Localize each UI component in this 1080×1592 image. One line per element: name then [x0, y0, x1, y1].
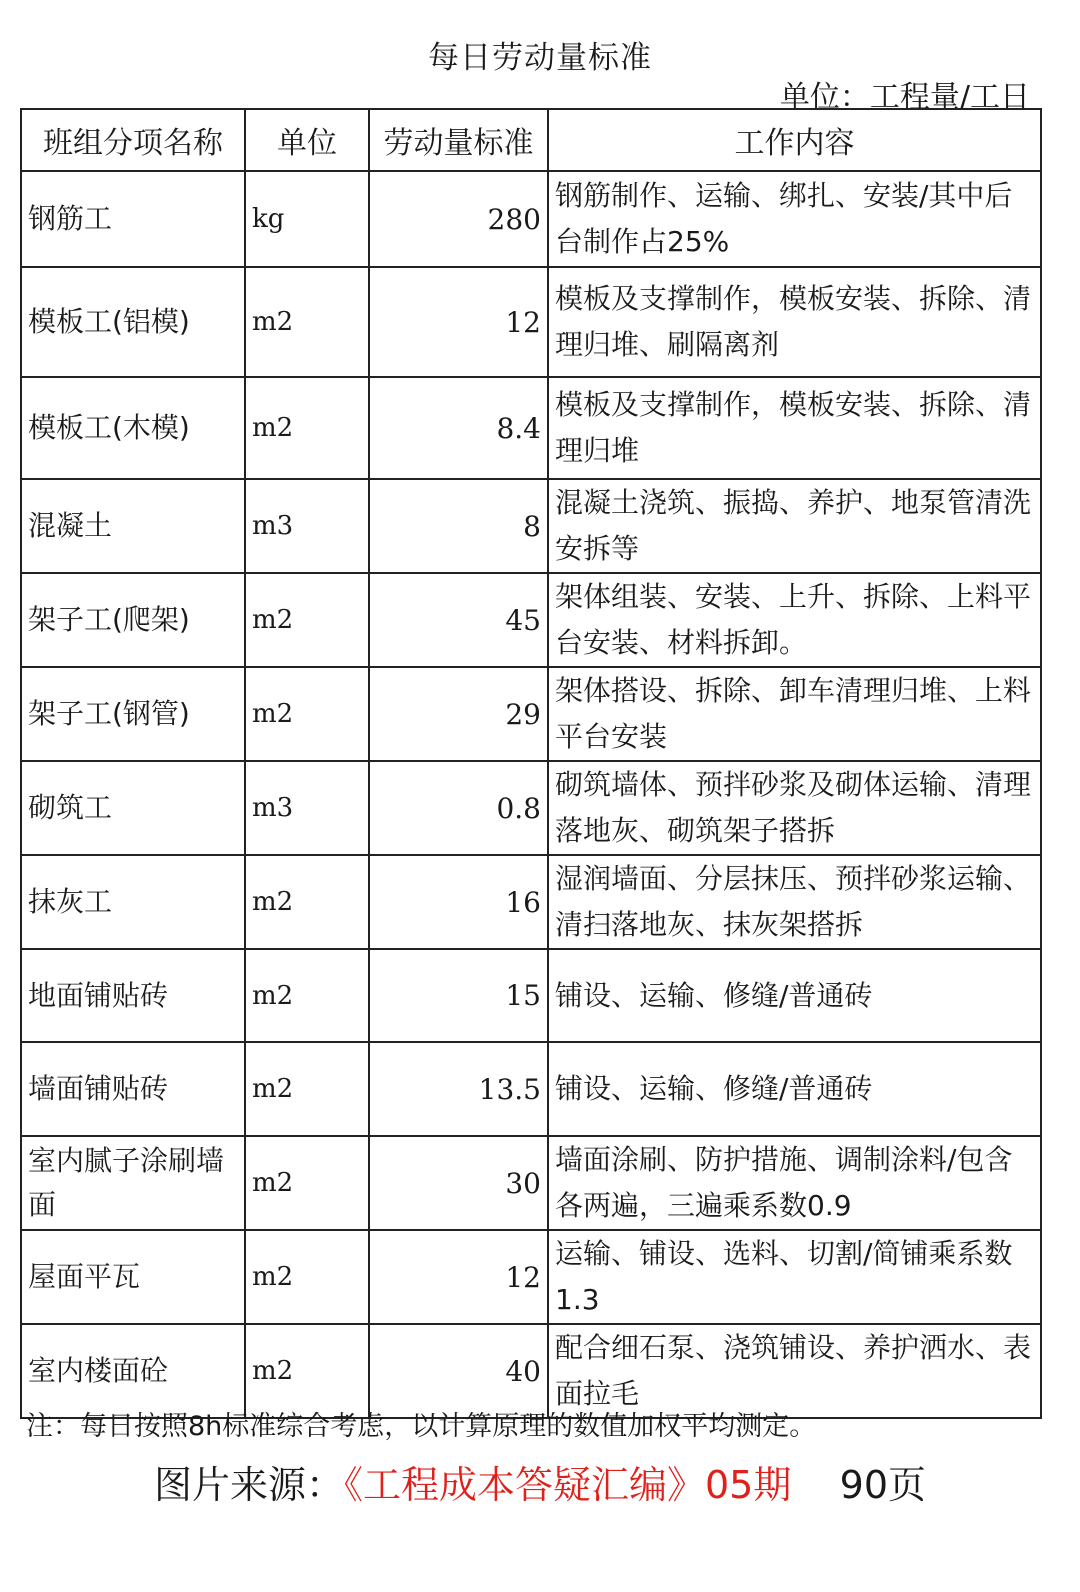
row-unit: m3 — [245, 479, 369, 573]
row-standard: 45 — [369, 573, 548, 667]
row-unit: m2 — [245, 1042, 369, 1136]
row-unit: kg — [245, 171, 369, 267]
table-row — [21, 377, 1041, 479]
row-name: 室内腻子涂刷墙面 — [21, 1136, 245, 1230]
row-standard: 280 — [369, 171, 548, 267]
row-name: 砌筑工 — [21, 761, 245, 855]
row-work: 架体搭设、拆除、卸车清理归堆、上料平台安装 — [548, 667, 1041, 761]
table-row — [21, 667, 1041, 761]
table-row — [21, 171, 1041, 267]
table-row — [21, 573, 1041, 667]
row-standard: 16 — [369, 855, 548, 949]
row-standard: 29 — [369, 667, 548, 761]
row-standard: 8.4 — [369, 377, 548, 479]
header-name: 班组分项名称 — [21, 109, 245, 171]
row-standard: 40 — [369, 1324, 548, 1418]
row-unit: m2 — [245, 267, 369, 377]
row-standard: 15 — [369, 949, 548, 1042]
row-name: 屋面平瓦 — [21, 1230, 245, 1324]
row-unit: m2 — [245, 1136, 369, 1230]
page-title: 每日劳动量标准 — [428, 40, 652, 76]
row-name: 抹灰工 — [21, 855, 245, 949]
row-name: 架子工(钢管) — [21, 667, 245, 761]
row-work: 湿润墙面、分层抹压、预拌砂浆运输、清扫落地灰、抹灰架搭拆 — [548, 855, 1041, 949]
row-work: 架体组装、安装、上升、拆除、上料平台安装、材料拆卸。 — [548, 573, 1041, 667]
row-unit: m2 — [245, 949, 369, 1042]
row-unit: m2 — [245, 1324, 369, 1418]
row-work: 配合细石泵、浇筑铺设、养护洒水、表面拉毛 — [548, 1324, 1041, 1418]
row-name: 混凝土 — [21, 479, 245, 573]
image-source — [0, 1454, 1080, 1509]
row-work: 钢筋制作、运输、绑扎、安装/其中后台制作占25% — [548, 171, 1041, 267]
table-row — [21, 1230, 1041, 1324]
table-row — [21, 1136, 1041, 1230]
table-row — [21, 267, 1041, 377]
row-name: 墙面铺贴砖 — [21, 1042, 245, 1136]
source-label: 图片来源： — [153, 1463, 344, 1507]
table-row — [21, 479, 1041, 573]
row-work: 铺设、运输、修缝/普通砖 — [548, 949, 1041, 1042]
footnote: 注：每日按照8h标准综合考虑，以计算原理的数值加权平均测定。 — [26, 1411, 817, 1442]
row-standard: 12 — [369, 1230, 548, 1324]
table-row — [21, 1042, 1041, 1136]
header-work: 工作内容 — [548, 109, 1041, 171]
row-unit: m2 — [245, 855, 369, 949]
row-name: 地面铺贴砖 — [21, 949, 245, 1042]
row-standard: 12 — [369, 267, 548, 377]
row-name: 架子工(爬架) — [21, 573, 245, 667]
row-name: 室内楼面砼 — [21, 1324, 245, 1418]
source-page: 90页 — [839, 1463, 927, 1507]
table-header-row — [21, 109, 1041, 171]
row-standard: 0.8 — [369, 761, 548, 855]
row-name: 模板工(铝模) — [21, 267, 245, 377]
table-row — [21, 949, 1041, 1042]
row-work: 模板及支撑制作，模板安装、拆除、清理归堆、刷隔离剂 — [548, 267, 1041, 377]
row-work: 混凝土浇筑、振捣、养护、地泵管清洗安拆等 — [548, 479, 1041, 573]
source-book-title: 《工程成本答疑汇编》05期 — [343, 1463, 792, 1507]
row-unit: m2 — [245, 667, 369, 761]
row-unit: m3 — [245, 761, 369, 855]
row-standard: 30 — [369, 1136, 548, 1230]
table-row — [21, 855, 1041, 949]
row-work: 铺设、运输、修缝/普通砖 — [548, 1042, 1041, 1136]
header-unit: 单位 — [245, 109, 369, 171]
row-name: 钢筋工 — [21, 171, 245, 267]
row-unit: m2 — [245, 573, 369, 667]
table-row — [21, 761, 1041, 855]
row-standard: 13.5 — [369, 1042, 548, 1136]
labor-standard-table — [20, 108, 1042, 1419]
row-work: 模板及支撑制作，模板安装、拆除、清理归堆 — [548, 377, 1041, 479]
unit-note: 单位：工程量/工日 — [779, 80, 1030, 115]
row-work: 墙面涂刷、防护措施、调制涂料/包含各两遍，三遍乘系数0.9 — [548, 1136, 1041, 1230]
row-unit: m2 — [245, 1230, 369, 1324]
row-work: 砌筑墙体、预拌砂浆及砌体运输、清理落地灰、砌筑架子搭拆 — [548, 761, 1041, 855]
row-standard: 8 — [369, 479, 548, 573]
row-name: 模板工(木模) — [21, 377, 245, 479]
header-standard: 劳动量标准 — [369, 109, 548, 171]
row-work: 运输、铺设、选料、切割/简铺乘系数1.3 — [548, 1230, 1041, 1324]
row-unit: m2 — [245, 377, 369, 479]
